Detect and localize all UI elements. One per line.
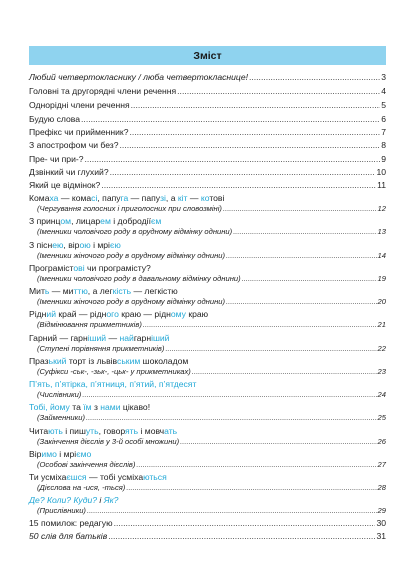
highlighted-morpheme: уть [85, 426, 99, 436]
page-number: 10 [376, 167, 386, 177]
toc-entry[interactable] [29, 309, 386, 330]
toc-entry-subtitle-line [29, 367, 386, 378]
toc-entry[interactable] [29, 154, 386, 165]
page-number: 24 [377, 389, 386, 399]
entry-text-part: З пісн [29, 240, 53, 250]
toc-entry[interactable] [29, 193, 386, 214]
toc-entry-subtitle: (Числівники) [37, 389, 82, 399]
entry-text-part: Гарний — гарн [29, 333, 88, 343]
toc-entry-text [29, 114, 80, 125]
highlighted-morpheme: ом [60, 216, 72, 226]
highlighted-morpheme: іший [151, 333, 170, 343]
toc-entry-title [29, 180, 386, 191]
page-number: 29 [377, 505, 386, 515]
toc-entry[interactable] [29, 518, 386, 529]
dot-leader [85, 154, 381, 165]
toc-entry-text [29, 426, 177, 436]
toc-entry[interactable] [29, 495, 386, 516]
page-number: 30 [376, 518, 386, 528]
toc-entry[interactable] [29, 140, 386, 151]
entry-text-part: — ми [49, 286, 74, 296]
highlighted-morpheme: ють [48, 426, 63, 436]
toc-entry-subtitle-line [29, 483, 386, 494]
highlighted-morpheme: їм [83, 402, 92, 412]
toc-title-bar [29, 46, 386, 65]
toc-entry[interactable] [29, 180, 386, 191]
highlighted-morpheme: ським [117, 356, 141, 366]
highlighted-morpheme: кіт [177, 193, 188, 203]
toc-entry-title [29, 240, 386, 251]
toc-entry-subtitle: (Іменники чоловічого роду в давальному відмінку однини) [37, 273, 241, 283]
toc-entry-text [29, 333, 169, 343]
dot-leader [87, 506, 377, 517]
toc-entry-subtitle: (Відмінювання прикметників) [37, 319, 142, 329]
entry-text-part: — папу [128, 193, 161, 203]
toc-entry-text [29, 180, 100, 191]
highlighted-morpheme: ттю [73, 286, 88, 296]
dot-leader [120, 140, 381, 151]
page-number: 28 [377, 482, 386, 492]
page-number: 6 [381, 114, 386, 124]
toc-entry-title [29, 518, 386, 529]
page-number: 11 [377, 180, 386, 190]
toc-entry-subtitle-line [29, 251, 386, 262]
dot-leader [114, 518, 376, 529]
dot-leader [126, 483, 376, 494]
entry-text-part: , а [165, 193, 178, 203]
entry-text-part: Головні та другорядні члени речення [29, 86, 177, 96]
toc-entry[interactable] [29, 402, 386, 423]
entry-text-part: , говор [98, 426, 126, 436]
highlighted-morpheme: Де? Коли? Куди? [29, 495, 98, 505]
toc-entry-text [29, 472, 167, 482]
entry-text-part: шоколадом [140, 356, 189, 366]
entry-text-part: Праз [29, 356, 49, 366]
toc-entry-text [29, 286, 178, 296]
toc-entry-title [29, 309, 386, 320]
toc-entry-title [29, 263, 386, 274]
toc-entry-subtitle-line [29, 320, 386, 331]
highlighted-morpheme: іший [87, 333, 107, 343]
highlighted-morpheme: ко [200, 193, 210, 203]
toc-entry-text [29, 216, 161, 226]
toc-entry-subtitle: (Чергування голосних і приголосних при словозміні) [37, 203, 222, 213]
page-number: 9 [381, 154, 386, 164]
toc-entry-title [29, 286, 386, 297]
entry-text-part: , папу [97, 193, 121, 203]
page-number: 27 [377, 459, 386, 469]
toc-entry-text [29, 72, 248, 83]
highlighted-morpheme: ький [48, 356, 67, 366]
highlighted-morpheme: ять [125, 426, 139, 436]
dot-leader [108, 531, 375, 542]
dot-leader [81, 114, 380, 125]
page-number: 26 [377, 436, 386, 446]
entry-text-part: Програміст [29, 263, 74, 273]
page-number: 4 [381, 86, 386, 96]
dot-leader [192, 367, 377, 378]
toc-entry-subtitle-line [29, 204, 386, 215]
highlighted-morpheme: єю [109, 240, 121, 250]
toc-entry-subtitle: (Особові закінчення дієслів) [37, 459, 136, 469]
toc-entry-subtitle: (Іменники жіночого роду в орудному відмінку однини) [37, 296, 226, 306]
highlighted-morpheme: ь [44, 286, 50, 296]
entry-text-part: і добродії [110, 216, 151, 226]
entry-text-part: З принц [29, 216, 61, 226]
toc-entry[interactable] [29, 379, 386, 400]
highlighted-morpheme: ею [52, 240, 64, 250]
toc-entry-text [29, 100, 130, 111]
toc-entry-text [29, 240, 121, 250]
toc-entry-title [29, 449, 386, 460]
dot-leader [136, 460, 376, 471]
entry-text-part: Дзвінкий чи глухий? [29, 167, 109, 177]
toc-entry[interactable] [29, 531, 386, 542]
dot-leader [129, 127, 380, 138]
toc-entry-subtitle-line [29, 390, 386, 401]
dot-leader [226, 251, 377, 262]
toc-entry[interactable] [29, 286, 386, 307]
page-number: 31 [376, 531, 386, 541]
highlighted-morpheme: ові [73, 263, 85, 273]
highlighted-morpheme: ому [170, 309, 186, 319]
entry-text-part: і пиш [62, 426, 86, 436]
page-number: 12 [377, 203, 386, 213]
toc-entry-subtitle-line [29, 413, 386, 424]
entry-text-part: Вір [29, 449, 42, 459]
dot-leader [165, 344, 376, 355]
toc-entry-text [29, 86, 176, 97]
toc-entry-subtitle-line [29, 460, 386, 471]
toc-entry[interactable] [29, 86, 386, 97]
page-number: 19 [377, 273, 386, 283]
entry-text-part: Будую слова [29, 114, 81, 124]
highlighted-morpheme: ха [49, 193, 59, 203]
entry-text-part: — [106, 333, 120, 343]
entry-text-part: і [97, 495, 104, 505]
highlighted-morpheme: ать [164, 426, 178, 436]
toc-entry-subtitle: (Прислівники) [37, 505, 86, 515]
toc-entry-title [29, 379, 386, 390]
page-number: 5 [381, 100, 386, 110]
toc-entry[interactable] [29, 240, 386, 261]
toc-entry-title [29, 72, 386, 83]
toc-entry-title [29, 154, 386, 165]
entry-text-part: Ти усміха [29, 472, 67, 482]
entry-text-part: — тобі усміха [86, 472, 144, 482]
toc-entry-subtitle-line [29, 506, 386, 517]
toc-entry-text [29, 531, 107, 542]
entry-text-part: і мрі [90, 240, 110, 250]
toc-entry-text [29, 193, 224, 203]
entry-text-part: край — рідн [56, 309, 107, 319]
dot-leader [101, 180, 376, 191]
toc-entry[interactable] [29, 472, 386, 493]
highlighted-morpheme: ий [46, 309, 57, 319]
toc-entry-title [29, 495, 386, 506]
toc-entry-subtitle: (Закінчення дієслів у 3-й особі множини) [37, 436, 180, 446]
toc-entry-subtitle: (Іменники чоловічого роду в орудному відмінку однини) [37, 226, 233, 236]
toc-entry-subtitle: (Дієслова на -ися, -ться) [37, 482, 126, 492]
entry-text-part: краю [185, 309, 209, 319]
highlighted-morpheme: нами [100, 402, 121, 412]
page-number: 8 [381, 140, 386, 150]
entry-text-part: 15 помилок: редагую [29, 518, 113, 528]
toc-entry-subtitle-line [29, 297, 386, 308]
entry-text-part: Мит [29, 286, 45, 296]
highlighted-morpheme: Як? [103, 495, 119, 505]
highlighted-morpheme: зі [160, 193, 166, 203]
toc-entry-subtitle-line [29, 437, 386, 448]
toc-entry[interactable] [29, 114, 386, 125]
entry-text-part: чи програмісту? [84, 263, 151, 273]
toc-entry-text [29, 518, 113, 529]
toc-entry-text [29, 495, 118, 505]
toc-entry-title [29, 167, 386, 178]
entry-text-part: цікаво! [120, 402, 151, 412]
toc-entry-subtitle-line [29, 344, 386, 355]
highlighted-morpheme: Тобі, йому [29, 402, 70, 412]
highlighted-morpheme: ою [79, 240, 91, 250]
entry-text-part: Кома [29, 193, 50, 203]
dot-leader [180, 437, 376, 448]
toc-entry-text [29, 140, 119, 151]
page-number: 7 [381, 127, 386, 137]
entry-text-part: Чита [29, 426, 49, 436]
toc-title: Зміст [193, 49, 222, 62]
highlighted-morpheme: ємо [76, 449, 92, 459]
highlighted-morpheme: сі [91, 193, 98, 203]
highlighted-morpheme: єм [150, 216, 162, 226]
entry-text-part: з [91, 402, 101, 412]
dot-leader [223, 204, 377, 215]
page-number: 21 [377, 319, 386, 329]
entry-text-part: і мрі [56, 449, 77, 459]
entry-text-part: — легкістю [131, 286, 178, 296]
toc-entry-text [29, 402, 150, 412]
entry-text-part: Однорідні члени речення [29, 100, 130, 110]
highlighted-morpheme: ем [100, 216, 111, 226]
dot-leader [242, 274, 377, 285]
entry-text-part: гарн [133, 333, 152, 343]
toc-entry[interactable] [29, 100, 386, 111]
dot-leader [226, 297, 377, 308]
toc-entry-text [29, 167, 109, 178]
toc-entry[interactable] [29, 127, 386, 138]
page-number: 25 [377, 412, 386, 422]
toc-entry-text [29, 379, 196, 389]
entry-text-part: — [187, 193, 201, 203]
dot-leader [110, 167, 376, 178]
toc-entry-title [29, 426, 386, 437]
entry-text-part: Рідн [29, 309, 47, 319]
highlighted-morpheme: ого [106, 309, 119, 319]
entry-text-part: Пре- чи при-? [29, 154, 84, 164]
toc-entry-title [29, 472, 386, 483]
entry-text-part: Любий четвертокласнику / люба четвертокласнице! [29, 72, 248, 82]
entry-text-part: краю — рідн [118, 309, 171, 319]
page-number: 3 [381, 72, 386, 82]
entry-text-part: і мовч [138, 426, 165, 436]
toc-entry-title [29, 114, 386, 125]
entry-text-part: , лицар [71, 216, 101, 226]
toc-entry-text [29, 449, 91, 459]
toc-entry-title [29, 86, 386, 97]
toc-entry-title [29, 402, 386, 413]
highlighted-morpheme: ються [143, 472, 167, 482]
entry-text-part: 50 слів для батьків [29, 531, 108, 541]
toc-entry-subtitle-line [29, 274, 386, 285]
toc-entry-subtitle-line [29, 227, 386, 238]
highlighted-morpheme: най [119, 333, 134, 343]
toc-entry-subtitle: (Займенники) [37, 412, 85, 422]
page-number: 20 [377, 296, 386, 306]
toc-entry-subtitle: (Суфікси -ськ-, -зьк-, -цьк- у прикметниках) [37, 366, 191, 376]
toc-entry-title [29, 216, 386, 227]
entry-text-part: торт із львів [66, 356, 118, 366]
entry-text-part: , а лег [87, 286, 113, 296]
highlighted-morpheme: кість [112, 286, 132, 296]
toc-entry[interactable] [29, 72, 386, 83]
toc-entry[interactable] [29, 263, 386, 284]
toc-entry-text [29, 309, 208, 319]
entry-text-part: та [69, 402, 84, 412]
dot-leader [131, 100, 381, 111]
toc-entry-title [29, 140, 386, 151]
dot-leader [143, 320, 377, 331]
entry-text-part: тові [209, 193, 225, 203]
toc-entry[interactable] [29, 216, 386, 237]
toc-entry[interactable] [29, 167, 386, 178]
toc-entry[interactable] [29, 449, 386, 470]
dot-leader [82, 390, 376, 401]
toc-entry-title [29, 333, 386, 344]
page-number: 22 [377, 343, 386, 353]
toc-entry-title [29, 193, 386, 204]
page-number: 23 [377, 366, 386, 376]
toc-entry-subtitle: (Іменники жіночого роду в орудному відмінку однини) [37, 250, 226, 260]
toc-entry[interactable] [29, 333, 386, 354]
toc-entry-title [29, 100, 386, 111]
highlighted-morpheme: єшся [66, 472, 87, 482]
toc-entry-text [29, 154, 84, 165]
entry-text-part: — кома [58, 193, 92, 203]
entry-text-part: З апострофом чи без? [29, 140, 119, 150]
toc-entry-text [29, 263, 151, 273]
toc-entry-subtitle: (Ступені порівняння прикметників) [37, 343, 165, 353]
toc-entry-title [29, 531, 386, 542]
page-number: 14 [377, 250, 386, 260]
dot-leader [233, 227, 376, 238]
toc-entry-text [29, 127, 128, 138]
toc-entry[interactable] [29, 356, 386, 377]
highlighted-morpheme: имо [41, 449, 57, 459]
toc-entry-text [29, 356, 188, 366]
dot-leader [177, 86, 380, 97]
toc-entry-title [29, 356, 386, 367]
entry-text-part: Який це відмінок? [29, 180, 101, 190]
entry-text-part: , вір [63, 240, 80, 250]
toc-entry-title [29, 127, 386, 138]
dot-leader [249, 72, 380, 83]
toc-entry[interactable] [29, 426, 386, 447]
page-number: 13 [377, 226, 386, 236]
highlighted-morpheme: П’ять, п’ятірка, п’ятниця, п’ятий, п’ятдесят [29, 379, 197, 389]
dot-leader [86, 413, 377, 424]
highlighted-morpheme: га [120, 193, 129, 203]
entry-text-part: Префікс чи прийменник? [29, 127, 129, 137]
